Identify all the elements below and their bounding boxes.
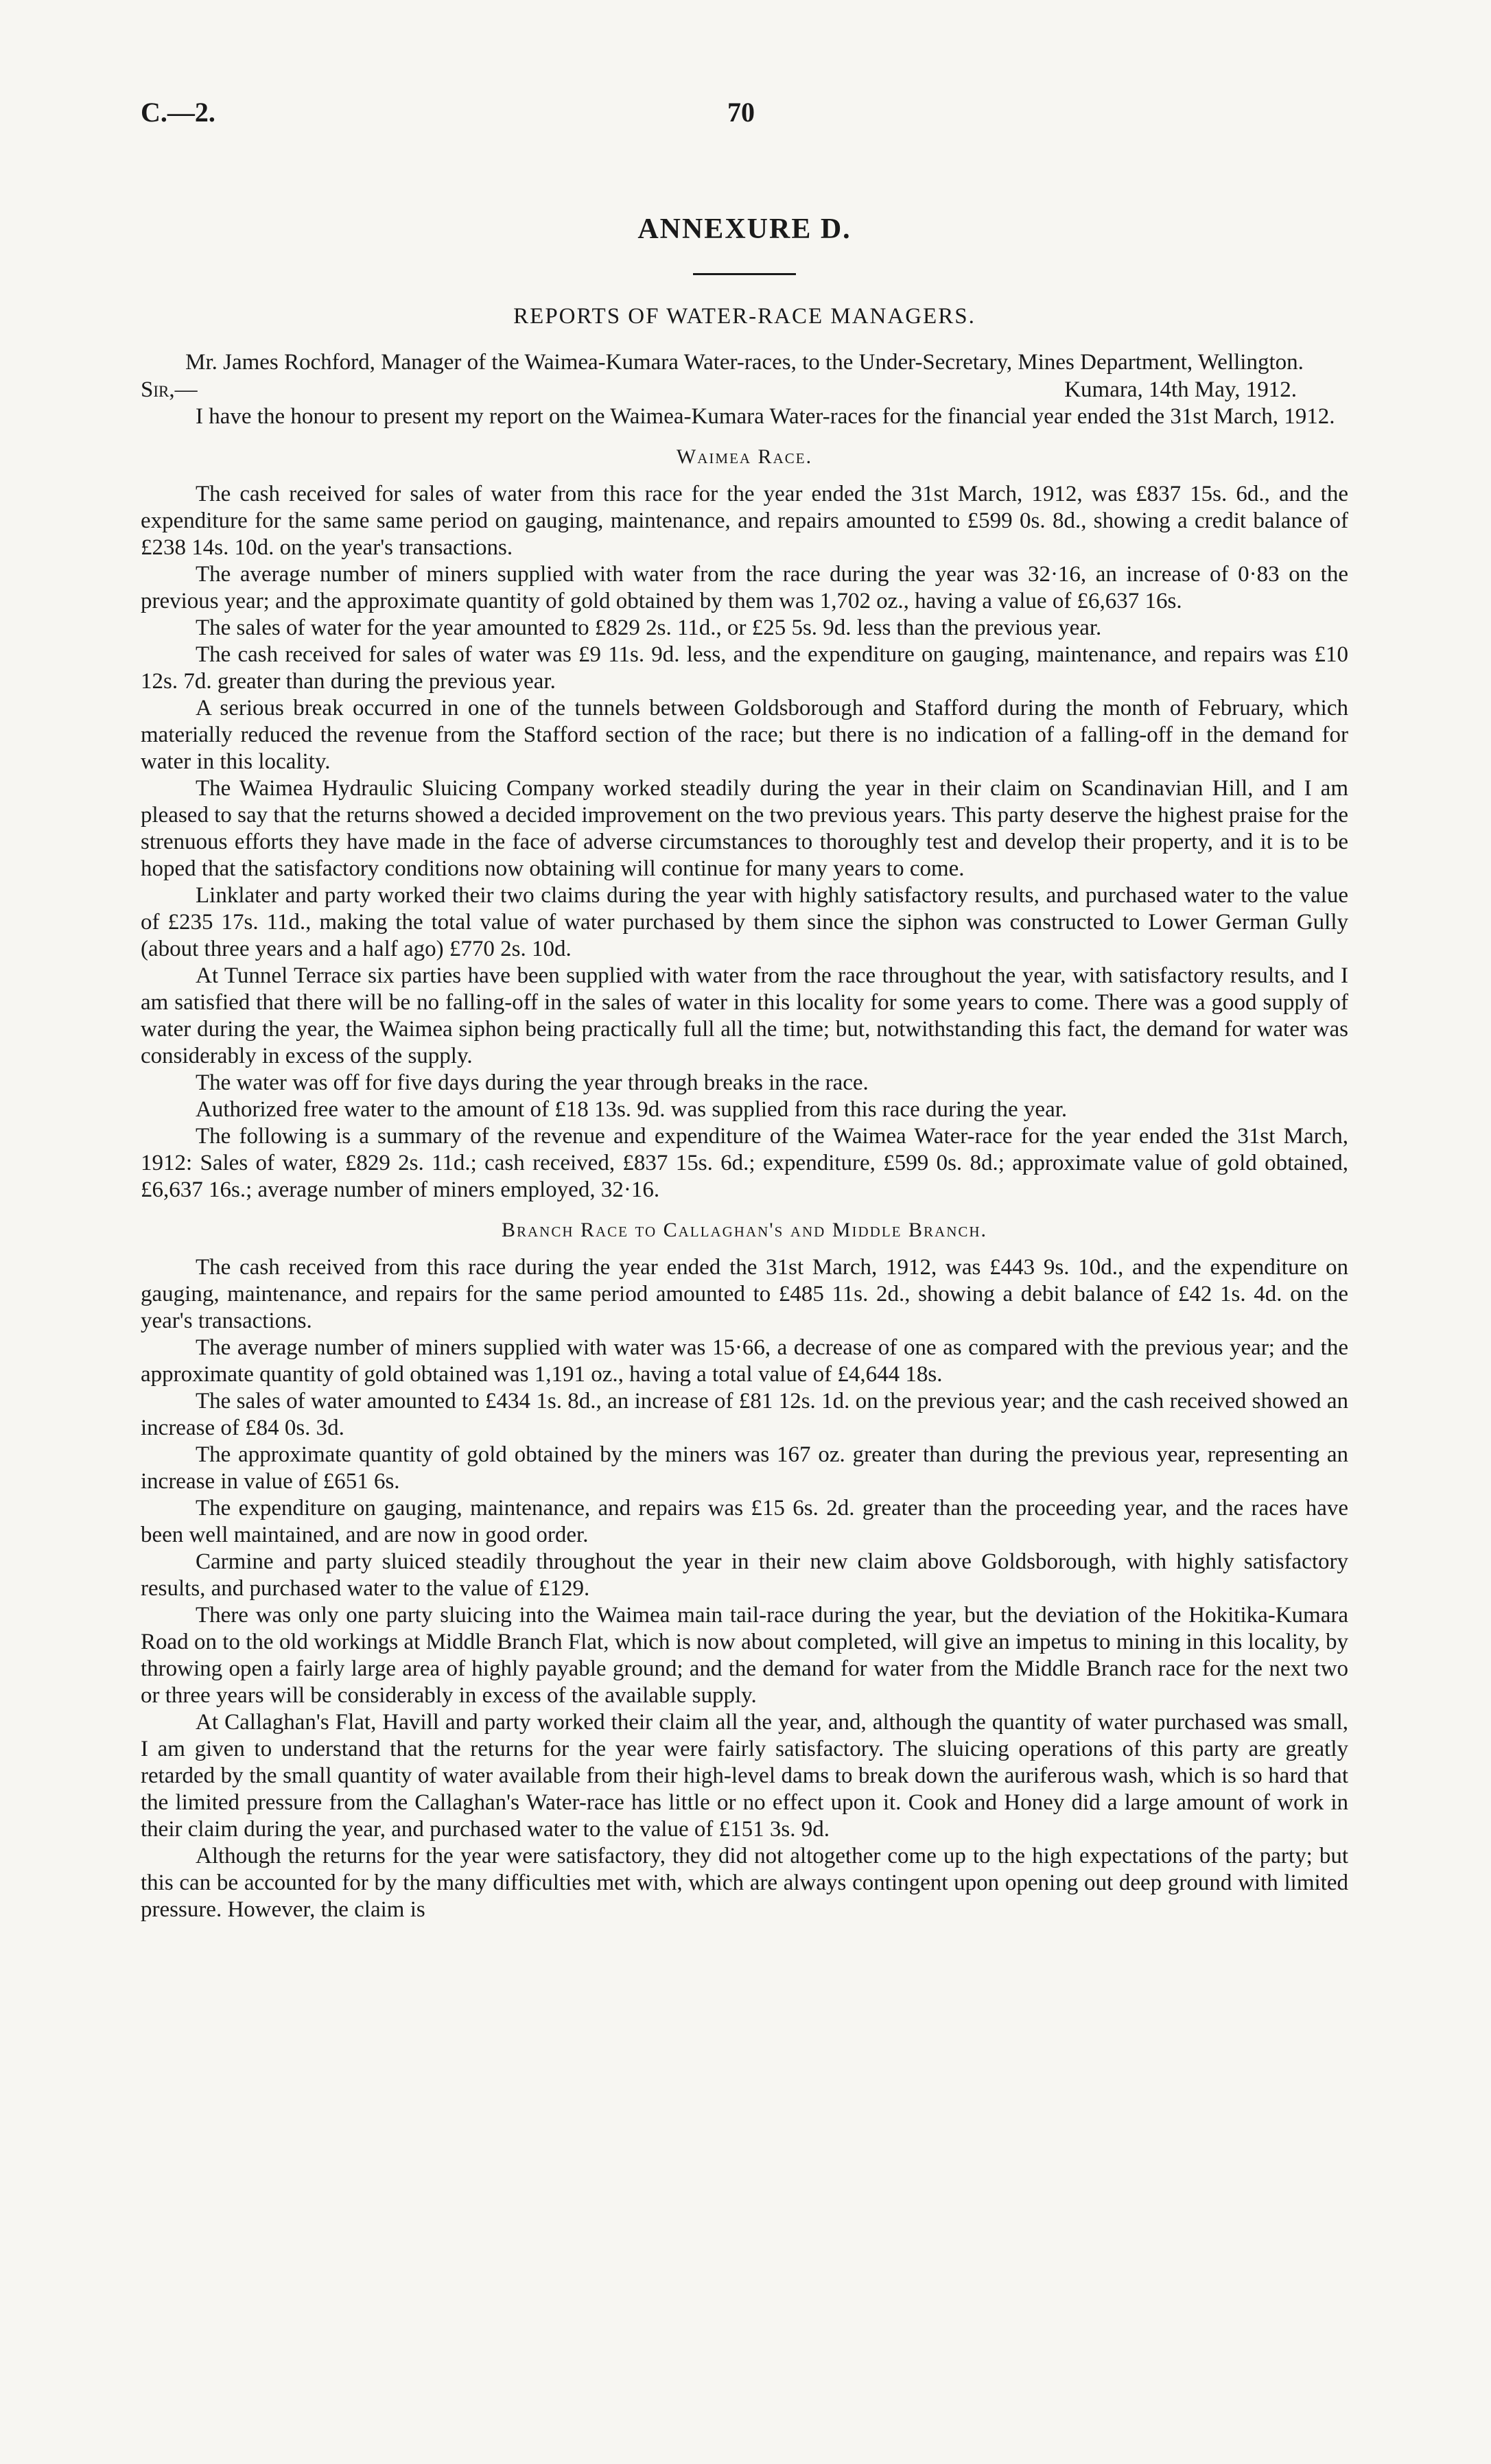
salutation-row [141,376,1348,403]
page-number: 70 [727,97,755,128]
paragraph: Linklater and party worked their two claims during the year with highly satisfactory results, and purchased water to the value of £235 17s. 11d., making the total value of water purchased by them since the siphon was constructed to Lower German Gully (about three years and a half ago) £770 2s. 10d. [141,883,1348,961]
paragraph: A serious break occurred in one of the tunnels between Goldsborough and Stafford during the month of February, which materially reduced the revenue from the Stafford section of the race; but there is no indication of a falling-off in the demand for water in this locality. [141,696,1348,774]
document-page [141,96,1348,1923]
paragraph: The cash received for sales of water was £9 11s. 9d. less, and the expenditure on gauging, maintenance, and repairs was £10 12s. 7d. greater than during the previous year. [141,642,1348,694]
salutation: Sir,— [141,377,198,402]
paragraph: The water was off for five days during the year through breaks in the race. [196,1070,869,1095]
dateline: Kumara, 14th May, 1912. [1064,377,1297,402]
title-divider [693,273,796,275]
paragraph: Authorized free water to the amount of £18 13s. 9d. was supplied from this race during the year. [196,1097,1068,1122]
summary-paragraph: The following is a summary of the revenue and expenditure of the Waimea Water-race for the year ended the 31st March, 1912: Sales of water, £829 2s. 11d.; cash received, £837 15s. 6d.; expenditure, £599 0s. 8d.; approximate value of gold obtained, £6,637 16s.; average number of miners employed, 32·16. [141,1124,1348,1202]
paragraph: At Callaghan's Flat, Havill and party worked their claim all the year, and, although the quantity of water purchased was small, I am given to understand that the returns for the year were fairly satisfactory. The sluicing operations of this party are greatly retarded by the small quantity of water available from their high-level dams to break down the auriferous wash, which is so hard that the limited pressure from the Callaghan's Water-race has little or no effect upon it. Cook and Honey did a large amount of work in their claim during the year, and purchased water to the value of £151 3s. 9d. [141,1710,1348,1842]
paragraph: The cash received from this race during the year ended the 31st March, 1912, was £443 9s. 10d., and the expenditure on gauging, maintenance, and repairs for the same period amounted to £485 11s. 2d., showing a debit balance of £42 1s. 4d. on the year's transactions. [141,1255,1348,1333]
annexure-title: ANNEXURE D. [637,213,852,245]
paragraph: The expenditure on gauging, maintenance, and repairs was £15 6s. 2d. greater than the proceeding year, and the races have been well maintained, and are now in good order. [141,1496,1348,1547]
paragraph: The average number of miners supplied with water from the race during the year was 32·16, an increase of 0·83 on the previous year; and the approximate quantity of gold obtained by them was 1,702 oz., having a value of £6,637 16s. [141,562,1348,613]
section-heading-waimea-race: Waimea Race. [676,445,813,468]
paragraph: The sales of water for the year amounted to £829 2s. 11d., or £25 5s. 9d. less than the previous year. [196,615,1102,640]
paragraph: The average number of miners supplied with water was 15·66, a decrease of one as compared with the previous year; and the approximate quantity of gold obtained was 1,191 oz., having a total value of £4,644 18s. [141,1335,1348,1387]
paragraph: At Tunnel Terrace six parties have been supplied with water from the race throughout the year, with satisfactory results, and I am satisfied that there will be no falling-off in the sales of water in this locality for some years to come. There was a good supply of water during the year, the Waimea siphon being practically full all the time; but, notwithstanding this fact, the demand for water was considerably in excess of the supply. [141,963,1348,1068]
paragraph: The approximate quantity of gold obtained by the miners was 167 oz. greater than during the previous year, representing an increase in value of £651 6s. [141,1442,1348,1494]
paragraph: The cash received for sales of water from this race for the year ended the 31st March, 1912, was £837 15s. 6d., and the expenditure for the same same period on gauging, maintenance, and repairs amounted to £599 0s. 8d., showing a credit balance of £238 14s. 10d. on the year's transactions. [141,482,1348,560]
paragraph: The sales of water amounted to £434 1s. 8d., an increase of £81 12s. 1d. on the previous year; and the cash received showed an increase of £84 0s. 3d. [141,1389,1348,1440]
paragraph: Carmine and party sluiced steadily throughout the year in their new claim above Goldsborough, with highly satisfactory results, and purchased water to the value of £129. [141,1549,1348,1601]
reports-title: REPORTS OF WATER-RACE MANAGERS. [513,304,976,329]
page-header [141,96,1348,137]
document-reference: C.—2. [141,97,215,128]
section-heading-branch-race: Branch Race to Callaghan's and Middle Branch. [501,1219,988,1241]
paragraph: Although the returns for the year were satisfactory, they did not altogether come up to the high expectations of the party; but this can be accounted for by the many difficulties met with, which are always contingent upon opening out deep ground with limited pressure. However, the claim is [141,1844,1348,1922]
paragraph: There was only one party sluicing into the Waimea main tail-race during the year, but the deviation of the Hokitika-Kumara Road on to the old workings at Middle Branch Flat, which is now about completed, will give an impetus to mining in this locality, by throwing open a fairly large area of highly payable ground; and the demand for water from the Middle Branch race for the next two or three years will be considerably in excess of the available supply. [141,1603,1348,1708]
opening-paragraph: I have the honour to present my report on the Waimea-Kumara Water-races for the financial year ended the 31st March, 1912. [196,404,1335,429]
paragraph: The Waimea Hydraulic Sluicing Company worked steadily during the year in their claim on Scandinavian Hill, and I am pleased to say that the returns showed a decided improvement on the two previous years. This party deserve the highest praise for the strenuous efforts they have made in the face of adverse circumstances to thoroughly test and develop their property, and it is to be hoped that the satisfactory conditions now obtaining will continue for many years to come. [141,776,1348,881]
letter-addressee: Mr. James Rochford, Manager of the Waimea-Kumara Water-races, to the Under-Secretary, Mines Department, Wellington. [185,350,1304,375]
